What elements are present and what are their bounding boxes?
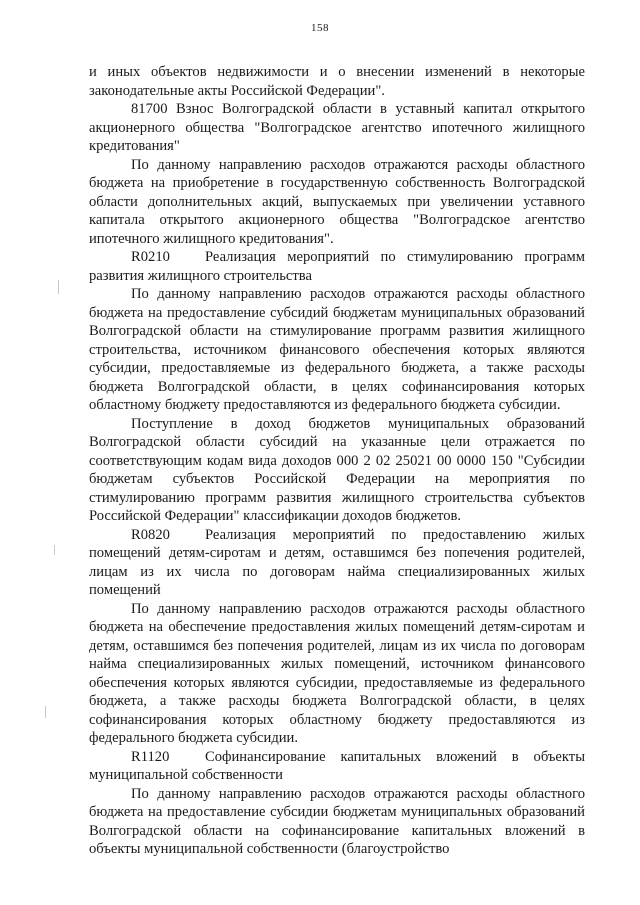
paragraph: 81700 Взнос Волгоградской области в уставный капитал открытого акционерного общества "Волгоградское агентство ипотечного жилищного кредитования" <box>89 101 585 154</box>
paragraph: По данному направлению расходов отражаются расходы областного бюджета на предоставление субсидии бюджетам муниципальных образований Волгоградской области на софинансирование капитальных вложений в объекты муниципальной собственности (благоустройство <box>89 785 585 857</box>
paragraph: По данному направлению расходов отражаются расходы областного бюджета на приобретение в государственную собственность Волгоградской области дополнительных акций, выпускаемых при увеличении уставного капитала открытого акционерного общества "Волгоградское агентство ипотечного жилищного кредитования". <box>89 156 585 247</box>
paragraph: По данному направлению расходов отражаются расходы областного бюджета на обеспечение предоставления жилых помещений детям-сиротам и детям, оставшимся без попечения родителей, лицам из их числа по договорам найма специализированных жилых помещений, источником финансового обеспечения которых являются субсидии, предоставляемые из федерального бюджета, а также расходы бюджета Волгоградской области, в целях софинансирования которых областному бюджету предоставляются из федерального бюджета субсидии. <box>89 600 585 746</box>
scan-mark <box>58 280 59 294</box>
expense-code-heading <box>89 248 585 285</box>
paragraph: Поступление в доход бюджетов муниципальных образований Волгоградской области субсидий на указанные цели отражается по соответствующим кодам вида доходов 000 2 02 25021 00 0000 150 "Субсидии бюджетам субъектов Российской Федерации на мероприятия по стимулированию программ развития жилищного строительства субъектов Российской Федерации" классификации доходов бюджетов. <box>89 415 585 524</box>
expense-code: R0210 <box>131 249 170 265</box>
scan-mark <box>45 706 46 718</box>
page-number: 158 <box>311 22 329 34</box>
expense-code-heading <box>89 526 585 600</box>
expense-code: R0820 <box>131 526 170 543</box>
document-body <box>89 63 585 859</box>
paragraph: и иных объектов недвижимости и о внесении изменений в некоторые законодательные акты Российской Федерации". <box>89 64 585 99</box>
paragraph: По данному направлению расходов отражаются расходы областного бюджета на предоставление субсидий бюджетам муниципальных образований Волгоградской области на стимулирование программ развития жилищного строительства, источником финансового обеспечения которых являются субсидии, предоставляемые из федерального бюджета, а также расходы бюджета Волгоградской области, в целях софинансирования которых областному бюджету предоставляются из федерального бюджета субсидии. <box>89 286 585 413</box>
expense-code-title: Реализация мероприятий по предоставлению жилых помещений детям-сиротам и детям, оставшимся без попечения родителей, лицам из их числа по договорам найма специализированных жилых помещений <box>89 526 585 598</box>
expense-code: R1120 <box>131 748 170 765</box>
expense-code-title: Софинансирование капитальных вложений в объекты муниципальной собственности <box>89 748 585 783</box>
expense-code-heading <box>89 748 585 785</box>
scan-mark <box>54 545 55 555</box>
expense-code-title: Реализация мероприятий по стимулированию программ развития жилищного строительства <box>89 249 585 284</box>
